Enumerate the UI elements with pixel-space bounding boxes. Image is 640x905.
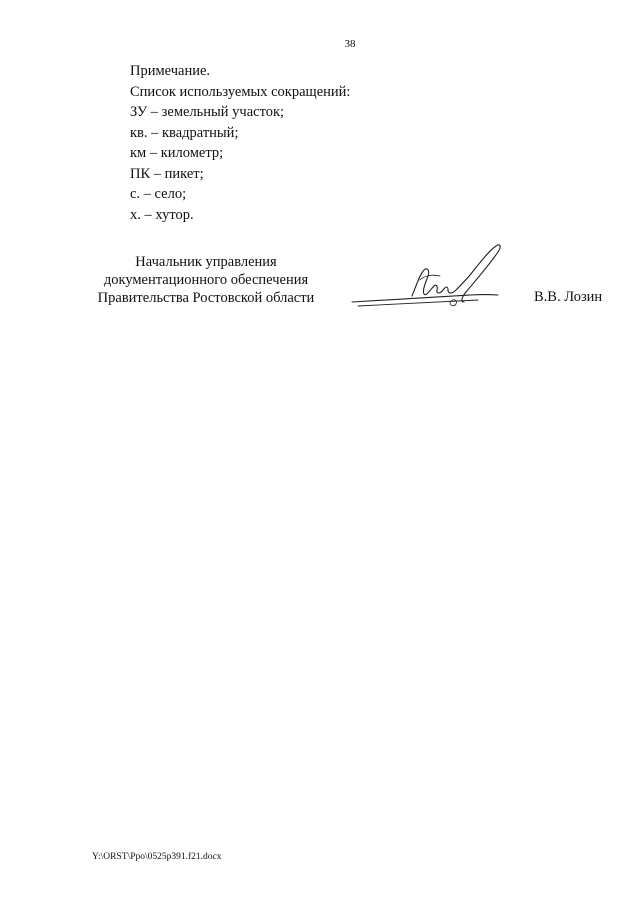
file-path: Y:\ORST\Ppo\0525p391.f21.docx — [92, 852, 222, 862]
signatory-title — [86, 253, 326, 307]
abbreviation-item: ЗУ – земельный участок; — [130, 104, 285, 120]
abbreviation-item: км – километр; — [130, 145, 224, 161]
signatory-title-line: Правительства Ростовской области — [97, 290, 315, 306]
note-heading: Примечание. — [130, 63, 211, 79]
note-intro: Список используемых сокращений: — [130, 83, 351, 100]
abbreviation-item: х. – хутор. — [130, 206, 194, 223]
handwritten-signature-icon — [350, 240, 510, 320]
abbreviation-item: кв. – квадратный; — [130, 124, 239, 141]
signatory-title-line: Начальник управления — [135, 254, 277, 270]
abbreviations-note — [130, 61, 350, 225]
abbreviation-item: с. – село; — [130, 186, 187, 202]
page-number: 38 — [344, 38, 356, 50]
signatory-title-line: документационного обеспечения — [103, 272, 309, 288]
signer-name: В.В. Лозин — [534, 289, 603, 305]
abbreviation-item: ПК – пикет; — [130, 165, 204, 182]
